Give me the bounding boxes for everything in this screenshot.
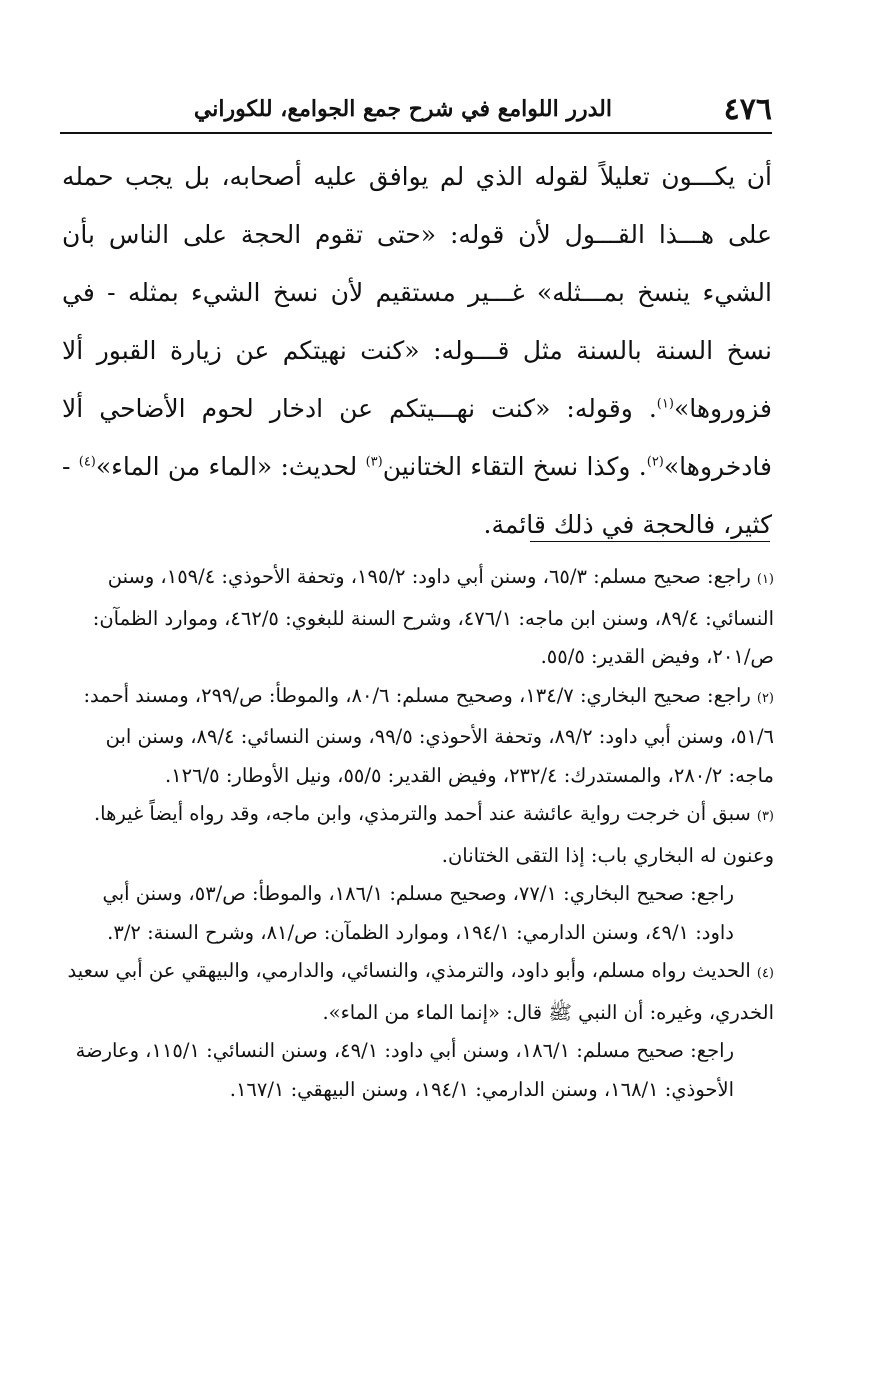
- footnote-marker: (٤): [756, 966, 774, 981]
- main-text: [62, 148, 772, 554]
- footnote-4: [60, 952, 774, 1032]
- footnote-marker: (٣): [756, 809, 774, 824]
- footnote-3-references: راجع: صحيح البخاري: ٧٧/١، وصحيح مسلم: ١٨٦/١، والموطأ: ص/٥٣، وسنن أبي داود: ٤٩/١، وسنن الدارمي: ١٩٤/١، وموارد الظمآن: ص/٨١، وشرح السنة: ٣/٢.: [102, 882, 734, 944]
- footnote-1: [60, 558, 774, 677]
- footnote-ref[interactable]: (٢): [646, 454, 664, 470]
- footnote-marker: (٢): [756, 690, 774, 706]
- page-number: ٤٧٦: [723, 92, 772, 127]
- running-title: الدرر اللوامع في شرح جمع الجوامع، للكوراني: [193, 96, 612, 122]
- main-paragraph: [62, 148, 772, 554]
- footnote-divider: [530, 541, 770, 542]
- footnote-ref[interactable]: (١): [656, 396, 674, 412]
- footnote-text: سبق أن خرجت رواية عائشة عند أحمد والترمذي، وابن ماجه، وقد رواه أيضاً غيرها. وعنون له البخاري باب: إذا التقى الختانان.: [93, 802, 774, 867]
- text-segment: . وكذا نسخ التقاء الختانين: [382, 452, 647, 481]
- footnote-text: الحديث رواه مسلم، وأبو داود، والترمذي، والنسائي، والدارمي، والبيهقي عن أبي سعيد الخدري، وغيره: أن النبي ﷺ قال: «إنما الماء من الماء».: [67, 959, 774, 1024]
- text-segment: . وقوله: «كنت نهـــيتكم عن ادخار لحوم الأضاحي ألا فادخروها»: [62, 394, 772, 481]
- footnote-3: [60, 795, 774, 875]
- footnote-text: راجع: صحيح مسلم: ٦٥/٣، وسنن أبي داود: ١٩٥/٢، وتحفة الأحوذي: ١٥٩/٤، وسنن النسائي: ٨٩/٤، وسنن ابن ماجه: ٤٧٦/١، وشرح السنة للبغوي: ٤٦٢/٥، وموارد الظمآن: ص/٢٠١، وفيض القدير: ٥٥/٥.: [92, 565, 774, 668]
- footnote-ref[interactable]: (٤): [78, 454, 96, 470]
- text-segment: - كثير، فالحجة في ذلك قائمة.: [62, 452, 772, 539]
- footnotes: [60, 558, 774, 1109]
- text-segment: لحديث: «الماء من الماء»: [95, 452, 366, 481]
- footnote-text: راجع: صحيح البخاري: ١٣٤/٧، وصحيح مسلم: ٨٠/٦، والموطأ: ص/٢٩٩، ومسند أحمد: ٥١/٦، وسنن أبي داود: ٨٩/٢، وتحفة الأحوذي: ٩٩/٥، وسنن النسائي: ٨٩/٤، وسنن ابن ماجه: ٢٨٠/٢، والمستدرك: ٢٣٢/٤، وفيض القدير: ٥٥/٥، ونيل الأوطار: ١٢٦/٥.: [83, 683, 774, 787]
- text-segment: أن يكـــون تعليلاً لقوله الذي لم يوافق عليه أصحابه، بل يجب حمله على هـــذا القـــول لأن قوله: «حتى تقوم الحجة على الناس بأن الشيء ينسخ بمـــثله» غـــير مستقيم لأن نسخ الشيء بمثله - في نسخ السنة بالسنة مثل قـــوله: «كنت نهيتكم عن زيارة القبور ألا فزوروها»: [62, 162, 772, 423]
- footnote-2: [60, 677, 774, 796]
- footnote-marker: (١): [756, 572, 774, 587]
- footnote-4-references: راجع: صحيح مسلم: ١٨٦/١، وسنن أبي داود: ٤٩/١، وسنن النسائي: ١١٥/١، وعارضة الأحوذي: ١٦٨/١، وسنن الدارمي: ١٩٤/١، وسنن البيهقي: ١٦٧/١.: [75, 1039, 734, 1101]
- page-header: [60, 88, 772, 134]
- footnote-ref[interactable]: (٣): [365, 454, 383, 470]
